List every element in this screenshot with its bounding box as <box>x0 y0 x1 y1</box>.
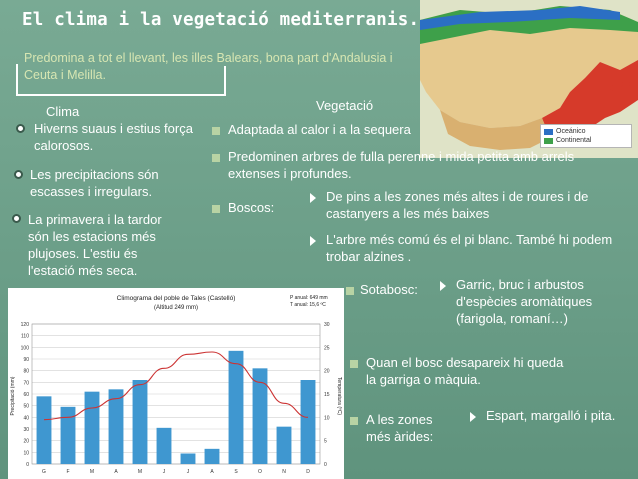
x-tick-label: N <box>282 469 286 475</box>
x-tick-label: J <box>186 469 190 475</box>
y-tick-label: 80 <box>23 368 29 375</box>
bullet-dot <box>14 170 23 179</box>
precipitation-bar <box>37 396 52 464</box>
y-tick-label: 20 <box>23 438 29 445</box>
y-tick-label: 10 <box>23 450 29 457</box>
bullet-square <box>350 417 358 425</box>
bullet-dot <box>12 214 21 223</box>
chart-temperature-line <box>44 352 308 420</box>
vegetacio-item-1: Adaptada al calor i a la sequera <box>228 122 411 137</box>
temperature-line <box>44 352 308 420</box>
y2-tick-label: 5 <box>324 438 327 445</box>
y-tick-label: 60 <box>23 392 29 398</box>
bullet-square <box>212 127 220 135</box>
y-tick-label: 110 <box>21 333 29 340</box>
climograph-chart <box>8 288 344 479</box>
chart-info-precip: P anual: 649 mm <box>290 295 328 301</box>
y-tick-label: 120 <box>20 322 29 328</box>
y-tick-label: 0 <box>26 462 29 468</box>
x-tick-label: S <box>234 469 238 475</box>
y-tick-label: 50 <box>23 403 29 410</box>
sotabosc-label: Sotabosc: <box>360 282 418 297</box>
legend-label-continental: Continental <box>556 137 592 144</box>
precipitation-bar <box>61 407 76 464</box>
y-tick-label: 40 <box>23 415 29 422</box>
chart-y2label: Temperatura (ºC) <box>336 376 342 416</box>
precipitation-bar <box>109 389 124 464</box>
garriga-text: Quan el bosc desapareix hi queda la garriga o màquia. <box>366 355 564 387</box>
boscos-label: Boscos: <box>228 200 275 215</box>
bullet-dot <box>16 124 25 133</box>
climograph-svg <box>8 288 344 479</box>
bullet-square <box>212 154 220 162</box>
x-tick-label: A <box>210 469 214 475</box>
precipitation-bar <box>301 380 316 464</box>
x-tick-label: F <box>66 469 70 475</box>
chart-title: Climograma del poble de Tales (Castelló) <box>116 295 236 302</box>
chart-info-temp: T anual: 15,6 ºC <box>290 302 326 308</box>
x-tick-label: G <box>42 469 46 475</box>
sotabosc-text: Garric, bruc i arbustos d'espècies aromàtiques (farigola, romaní…) <box>456 277 593 326</box>
x-tick-label: A <box>114 469 118 475</box>
x-tick-label: O <box>258 469 262 475</box>
bullet-triangle <box>440 281 446 291</box>
boscos-item-1: De pins a les zones més altes i de roures i de castanyers a les més baixes <box>326 189 589 221</box>
climate-map <box>420 0 638 158</box>
y-tick-label: 70 <box>23 380 29 387</box>
precipitation-bar <box>181 454 196 465</box>
bullet-square <box>212 205 220 213</box>
y-tick-label: 100 <box>20 345 29 352</box>
y2-tick-label: 30 <box>324 322 330 328</box>
clima-item-3: La primavera i la tardor són les estacions més plujoses. L'estiu és l'estació més seca. <box>28 212 162 278</box>
precipitation-bar <box>133 380 148 464</box>
y2-tick-label: 20 <box>324 368 330 375</box>
y2-tick-label: 10 <box>324 415 330 422</box>
y-tick-label: 90 <box>23 357 29 363</box>
x-tick-label: J <box>162 469 166 475</box>
clima-item-2: Les precipitacions són escasses i irregulars. <box>30 167 159 199</box>
legend-item-oceanic <box>544 127 628 136</box>
bullet-triangle <box>310 236 316 246</box>
arides-text: Espart, margalló i pita. <box>486 408 616 423</box>
bracket-decoration <box>16 64 226 96</box>
legend-item-continental <box>544 136 628 145</box>
y2-tick-label: 15 <box>324 392 330 398</box>
precipitation-bar <box>85 392 100 464</box>
x-tick-label: D <box>306 469 310 475</box>
chart-ylabel: Precipitació (mm) <box>10 376 16 416</box>
slide-title: El clima i la vegetació mediterranis. <box>22 10 420 30</box>
y-tick-label: 30 <box>23 427 29 433</box>
legend-swatch-oceanic <box>544 129 553 135</box>
precipitation-bar <box>157 428 172 464</box>
vegetacio-item-2: Predominen arbres de fulla perenne i mida petita amb arrels extenses i profundes. <box>228 149 575 181</box>
bracket-decoration-right <box>224 66 226 96</box>
map-legend <box>540 124 632 148</box>
bullet-triangle <box>310 193 316 203</box>
boscos-item-2: L'arbre més comú és el pi blanc. També hi podem trobar alzines . <box>326 232 613 264</box>
clima-item-1: Hiverns suaus i estius força calorosos. <box>34 121 193 153</box>
precipitation-bar <box>205 449 220 464</box>
clima-header: Clima <box>46 104 80 119</box>
legend-swatch-continental <box>544 138 553 144</box>
vegetacio-header: Vegetació <box>316 98 374 113</box>
bullet-square <box>350 360 358 368</box>
slide-subtitle: Predomina a tot el llevant, les illes Balears, bona part d'Andalusia i Ceuta i Melilla. <box>24 51 393 82</box>
y2-tick-label: 25 <box>324 345 330 352</box>
precipitation-bar <box>229 351 244 464</box>
arides-label: A les zones més àrides: <box>366 412 434 444</box>
chart-bars <box>37 351 316 464</box>
bullet-triangle <box>470 412 476 422</box>
chart-subtitle: (Altitud 249 mm) <box>153 305 199 311</box>
bullet-square <box>346 287 354 295</box>
x-tick-label: M <box>89 469 95 475</box>
precipitation-bar <box>277 427 292 464</box>
legend-label-oceanic: Oceánico <box>556 128 586 135</box>
y2-tick-label: 0 <box>324 462 327 468</box>
x-tick-label: M <box>137 469 143 475</box>
